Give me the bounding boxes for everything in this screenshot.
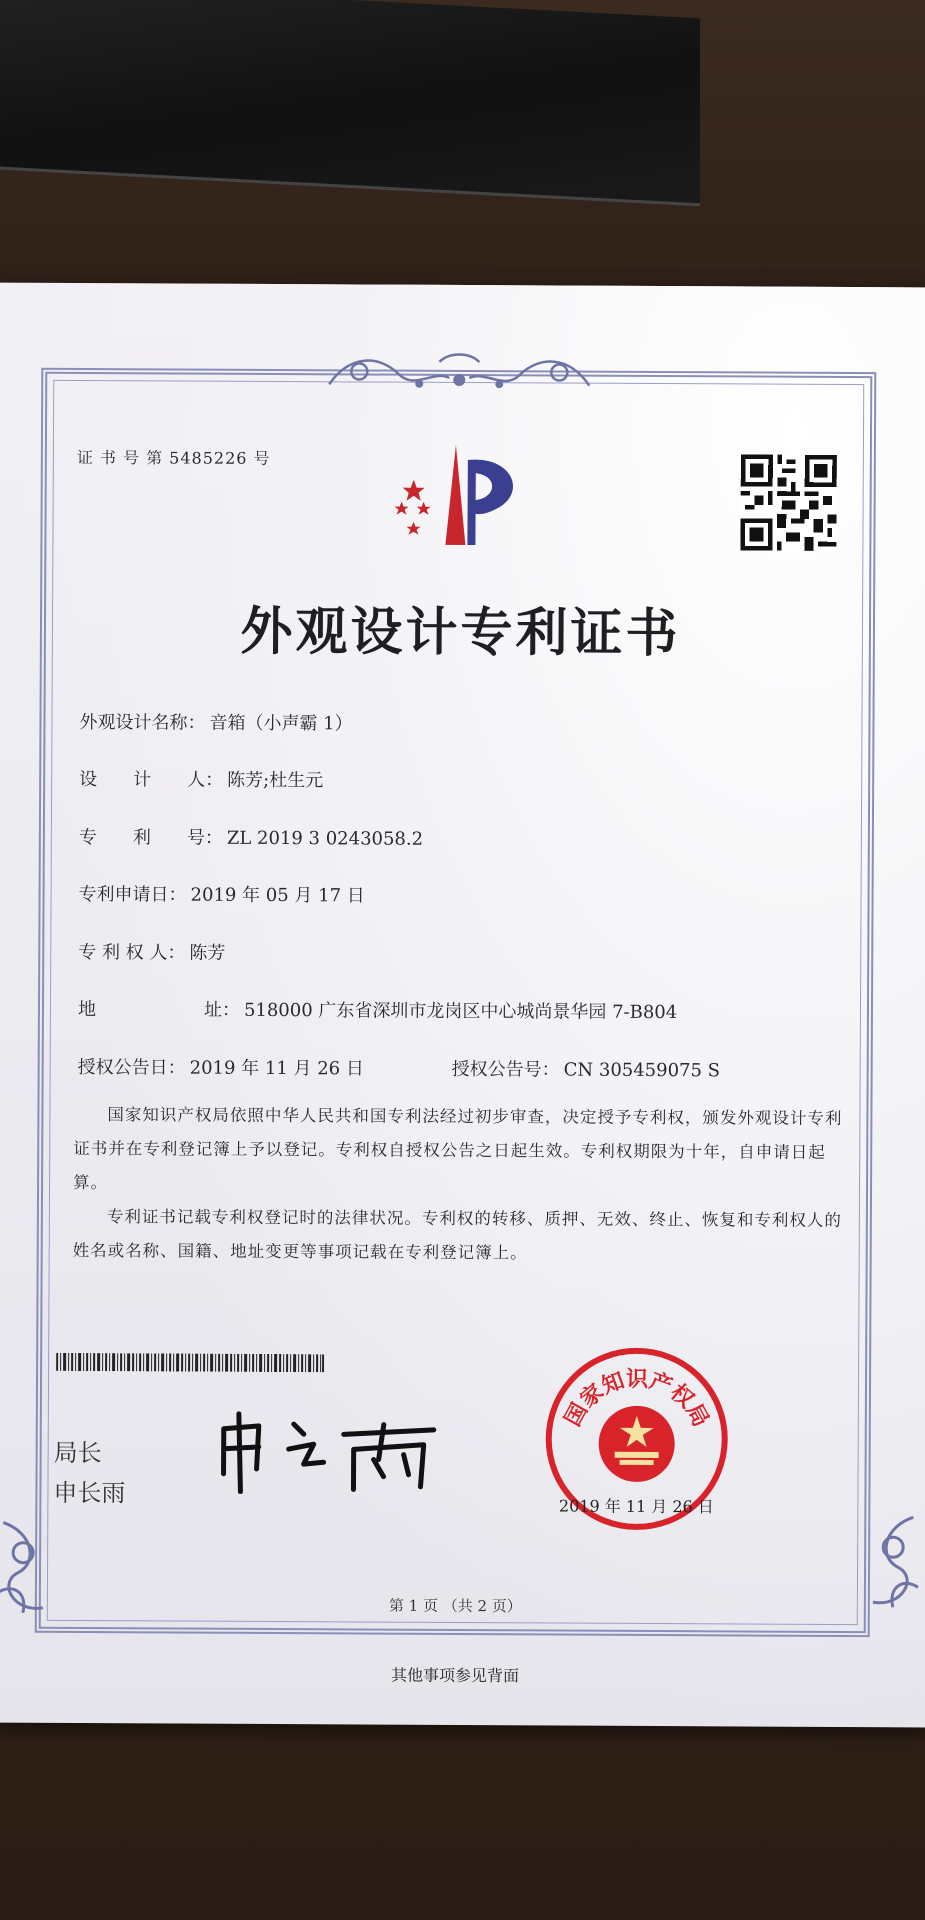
field-value: 518000 广东省深圳市龙岗区中心城尚景华园 7-B804: [243, 999, 678, 1024]
field-address: [78, 995, 677, 1024]
field-label: 授权公告号：: [451, 1058, 560, 1081]
field-label: 授权公告日：: [77, 1056, 186, 1079]
field-patent-number: [79, 823, 423, 851]
signer-name: 申长雨: [53, 1478, 126, 1508]
legal-paragraph-2: 专利证书记载专利权登记时的法律状况。专利权的转移、质押、无效、终止、恢复和专利权人的姓名或名称、国籍、地址变更等事项记载在专利登记簿上。: [72, 1207, 842, 1263]
field-value: 陈芳: [189, 942, 226, 964]
field-label: 设 计 人：: [79, 768, 224, 791]
field-label: 专 利 号：: [78, 826, 223, 849]
field-designer: [79, 765, 323, 792]
field-label: 专 利 权 人：: [78, 941, 186, 964]
back-note: 其他事项参见背面: [390, 1665, 520, 1686]
certificate-title: 外观设计专利证书: [240, 600, 681, 665]
certificate-paper: [0, 283, 925, 1728]
handwritten-signature: [208, 1404, 448, 1495]
qr-code-icon: [740, 454, 837, 551]
field-application-date: [79, 880, 365, 907]
field-label: 外观设计名称：: [79, 711, 206, 734]
patent-office-logo-icon: [383, 440, 534, 556]
official-seal-icon: [541, 1343, 732, 1534]
top-ornament-icon: [319, 349, 599, 395]
legal-paragraph-1: 国家知识产权局依照中华人民共和国专利法经过初步审查，决定授予专利权，颁发外观设计专利证书并在专利登记簿上予以登记。专利权自授权公告之日起生效。专利权期限为十年，自申请日起算。: [73, 1105, 843, 1193]
field-label: 地 址：: [77, 998, 241, 1021]
field-value: 音箱（小声霸 1）: [209, 712, 353, 735]
field-patentee: [78, 938, 225, 965]
field-label: 专利申请日：: [78, 883, 187, 906]
field-grant-date: [78, 1053, 364, 1080]
field-value: ZL 2019 3 0243058.2: [226, 827, 424, 850]
signer-title: 局长: [53, 1438, 102, 1468]
seal-date: 2019 年 11 月 26 日: [558, 1496, 714, 1517]
field-value: 2019 年 11 月 26 日: [189, 1057, 364, 1080]
field-design-name: [79, 708, 352, 735]
page-indicator: 第 1 页 （共 2 页）: [388, 1596, 522, 1616]
field-value: CN 305459075 S: [563, 1059, 721, 1082]
field-value: 陈芳;杜生元: [227, 769, 324, 792]
barcode-icon: [56, 1353, 324, 1372]
field-grant-number: [452, 1055, 721, 1082]
field-value: 2019 年 05 月 17 日: [190, 884, 365, 907]
seal-text: 国家知识产权局: [560, 1367, 714, 1432]
certificate-number: 证 书 号 第 5485226 号: [76, 447, 271, 468]
